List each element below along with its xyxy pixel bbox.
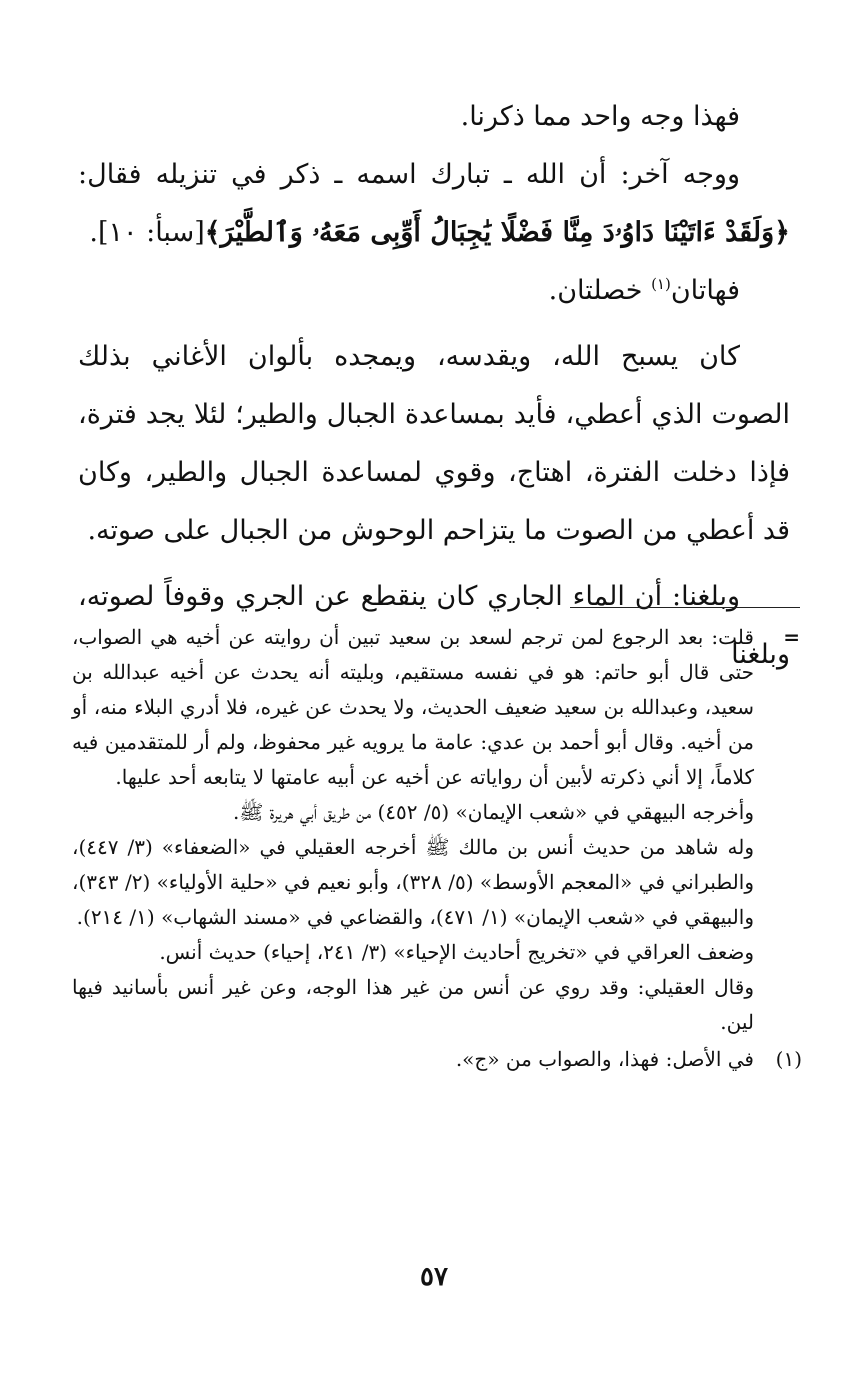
quran-reference: [سبأ: ١٠]. [89,217,205,248]
continuation-mark: = [783,625,800,649]
paragraph-2 [78,146,790,262]
footnote-1-text: في الأصل: فهذا، والصواب من «ج». [455,1047,754,1071]
paragraph-4 [78,328,790,560]
paragraph-2-text: ووجه آخر: أن الله ـ تبارك اسمه ـ ذكر في تنزيله فقال: [78,159,740,190]
footnote-separator [570,607,800,608]
paragraph-1 [78,88,790,146]
note-paragraph-2: وأخرجه البيهقي في «شعب الإيمان» (٥/ ٤٥٢) من طريق أبي هريرة ﷺ. [232,800,754,824]
footnote-1 [72,1042,802,1077]
page-number: ٥٧ [420,1262,448,1292]
footnotes [72,620,802,1077]
note-paragraph-5: وقال العقيلي: وقد روي عن أنس من غير هذا الوجه، وعن غير أنس بأسانيد فيها لين. [72,975,754,1034]
paragraph-4-text: كان يسبح الله، ويقدسه، ويمجده بألوان الأغاني بذلك الصوت الذي أعطي، فأيد بمساعدة الجبال والطير؛ لئلا يجد فترة، فإذا دخلت الفترة، اهتاج، وقوي لمساعدة الجبال والطير، وكان قد أعطي من الصوت ما يتزاحم الوحوش من الجبال على صوته. [78,341,790,546]
note-paragraph-3: وله شاهد من حديث أنس بن مالك ﷺ أخرجه العقيلي في «الضعفاء» (٣/ ٤٤٧)، والطبراني في «المعجم الأوسط» (٥/ ٣٢٨)، وأبو نعيم في «حلية الأولياء» (٢/ ٣٤٣)، والبيهقي في «شعب الإيمان» (١/ ٤٧١)، والقضاعي في «مسند الشهاب» (١/ ٢١٤). [72,835,754,929]
paragraph-3-text-a: فهاتان [670,275,740,306]
footnote-1-number: (١) [775,1047,802,1071]
footnote-ref-1: (١) [651,275,671,293]
paragraph-5-text: وبلغنا: أن الماء الجاري كان ينقطع عن الجري وقوفاً لصوته، وبلغنا [78,581,790,670]
main-text [78,88,790,684]
quran-verse: ﴿وَلَقَدْ ءَاتَيْنَا دَاوُۥدَ مِنَّا فَضْلًا يَٰجِبَالُ أَوِّبِى مَعَهُۥ وَٱلطَّيْرَ﴾ [204,217,790,248]
paragraph-1-text: فهذا وجه واحد مما ذكرنا. [460,101,740,132]
note-paragraph-4: وضعف العراقي في «تخريج أحاديث الإحياء» (٣/ ٢٤١، إحياء) حديث أنس. [159,940,754,964]
paragraph-3-text-b: خصلتان. [548,275,652,306]
paragraph-3 [78,262,790,320]
note-paragraph-1: قلت: بعد الرجوع لمن ترجم لسعد بن سعيد تبين أن روايته عن أخيه هي الصواب، حتى قال أبو حاتم: هو في نفسه مستقيم، وبليته أنه يحدث عن أخيه عبدالله بن سعيد، وعبدالله بن سعيد ضعيف الحديث، ولا يحدث عن غيره، فلا أدري البلاء منه، أو من أخيه. وقال أبو أحمد بن عدي: عامة ما يرويه غير محفوظ، ولم أر للمتقدمين فيه كلاماً، إلا أني ذكرته لأبين أن رواياته عن أخيه عن أبيه عامتها لا يتابعه أحد عليها. [72,625,754,789]
footnote-continuation [72,620,802,1040]
